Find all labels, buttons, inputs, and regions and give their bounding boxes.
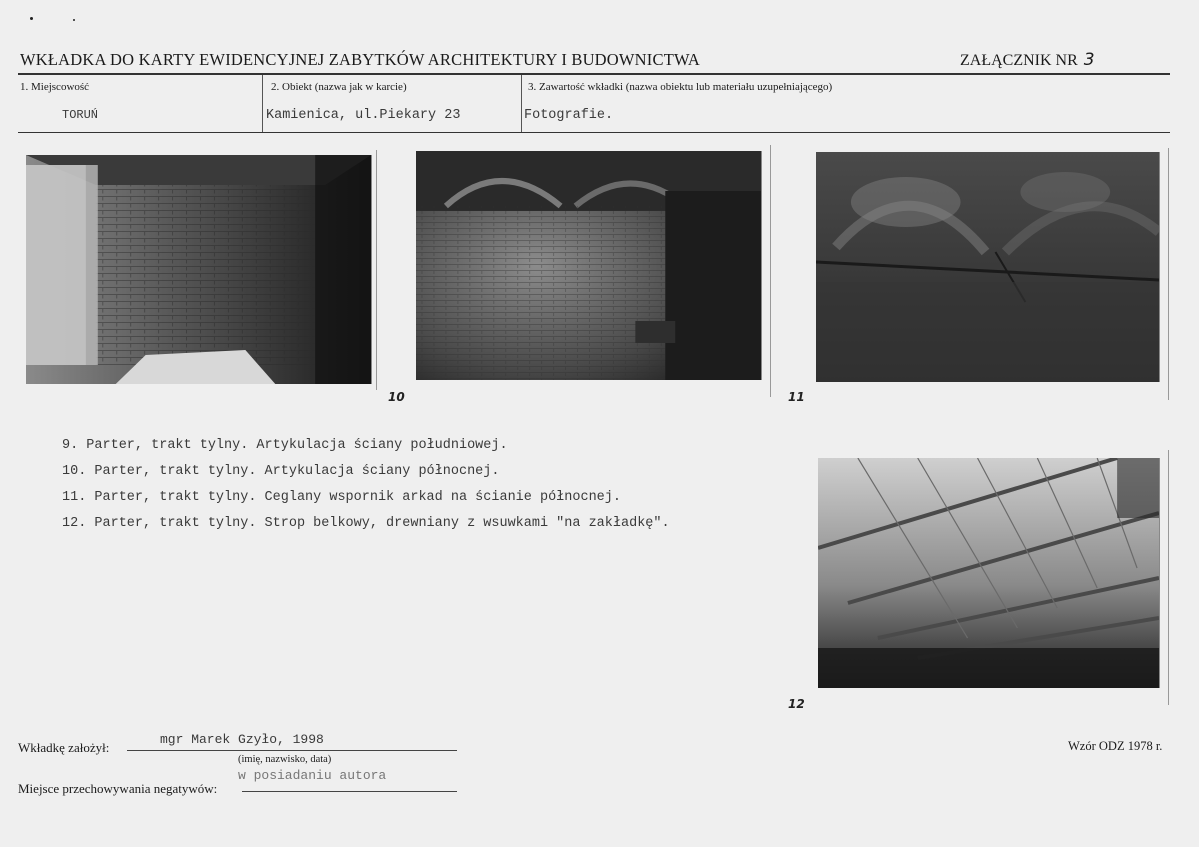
attachment-label: ZAŁĄCZNIK NR: [960, 52, 1078, 69]
photo-12-number: 12: [788, 697, 805, 711]
caption-photo-10: 10. Parter, trakt tylny. Artykulacja ściany północnej.: [62, 464, 500, 479]
content-value: Fotografie.: [524, 108, 614, 123]
content-label: 3. Zawartość wkładki (nazwa obiektu lub materiału uzupełniającego): [528, 81, 833, 93]
attachment-number: 3: [1083, 50, 1095, 70]
photo-frame-edge: [1168, 450, 1169, 705]
header-rule: [18, 73, 1170, 75]
negatives-signature-line: [242, 791, 457, 792]
field-divider: [262, 75, 263, 132]
object-label: 2. Obiekt (nazwa jak w karcie): [271, 81, 407, 93]
photo-frame-edge: [376, 150, 377, 390]
caption-photo-11: 11. Parter, trakt tylny. Ceglany wspornik arkad na ścianie północnej.: [62, 490, 621, 505]
locality-label: 1. Miejscowość: [20, 81, 90, 93]
template-note: Wzór ODZ 1978 r.: [1068, 739, 1163, 753]
negatives-label: Miejsce przechowywania negatywów:: [18, 781, 218, 796]
caption-photo-12: 12. Parter, trakt tylny. Strop belkowy, drewniany z wsuwkami "na zakładkę".: [62, 516, 670, 531]
caption-photo-9: 9. Parter, trakt tylny. Artykulacja ściany południowej.: [62, 438, 508, 453]
speck: [73, 19, 75, 21]
fields-rule: [18, 132, 1170, 133]
attachment-number-group: [960, 50, 1095, 70]
document-title: WKŁADKA DO KARTY EWIDENCYJNEJ ZABYTKÓW ARCHITEKTURY I BUDOWNICTWA: [20, 50, 701, 69]
locality-value: TORUŃ: [62, 108, 99, 122]
photo-frame-edge: [1168, 148, 1169, 400]
author-signature-line: [127, 750, 457, 751]
field-divider: [521, 75, 522, 132]
author-sublabel: (imię, nazwisko, data): [238, 754, 332, 765]
negatives-value: w posiadaniu autora: [238, 768, 387, 783]
speck: [30, 17, 33, 20]
photo-9-south-wall: [26, 155, 372, 384]
photo-11-brick-corbel: [816, 152, 1160, 382]
author-label: Wkładkę założył:: [18, 740, 110, 755]
photo-12-wooden-beam-ceiling: [818, 458, 1160, 688]
object-value: Kamienica, ul.Piekary 23: [266, 108, 461, 123]
photo-10-number: 10: [388, 390, 405, 404]
author-value: mgr Marek Gzyło, 1998: [160, 732, 324, 747]
photo-frame-edge: [770, 145, 771, 397]
photo-10-north-wall: [416, 151, 762, 380]
photo-11-number: 11: [788, 390, 805, 404]
